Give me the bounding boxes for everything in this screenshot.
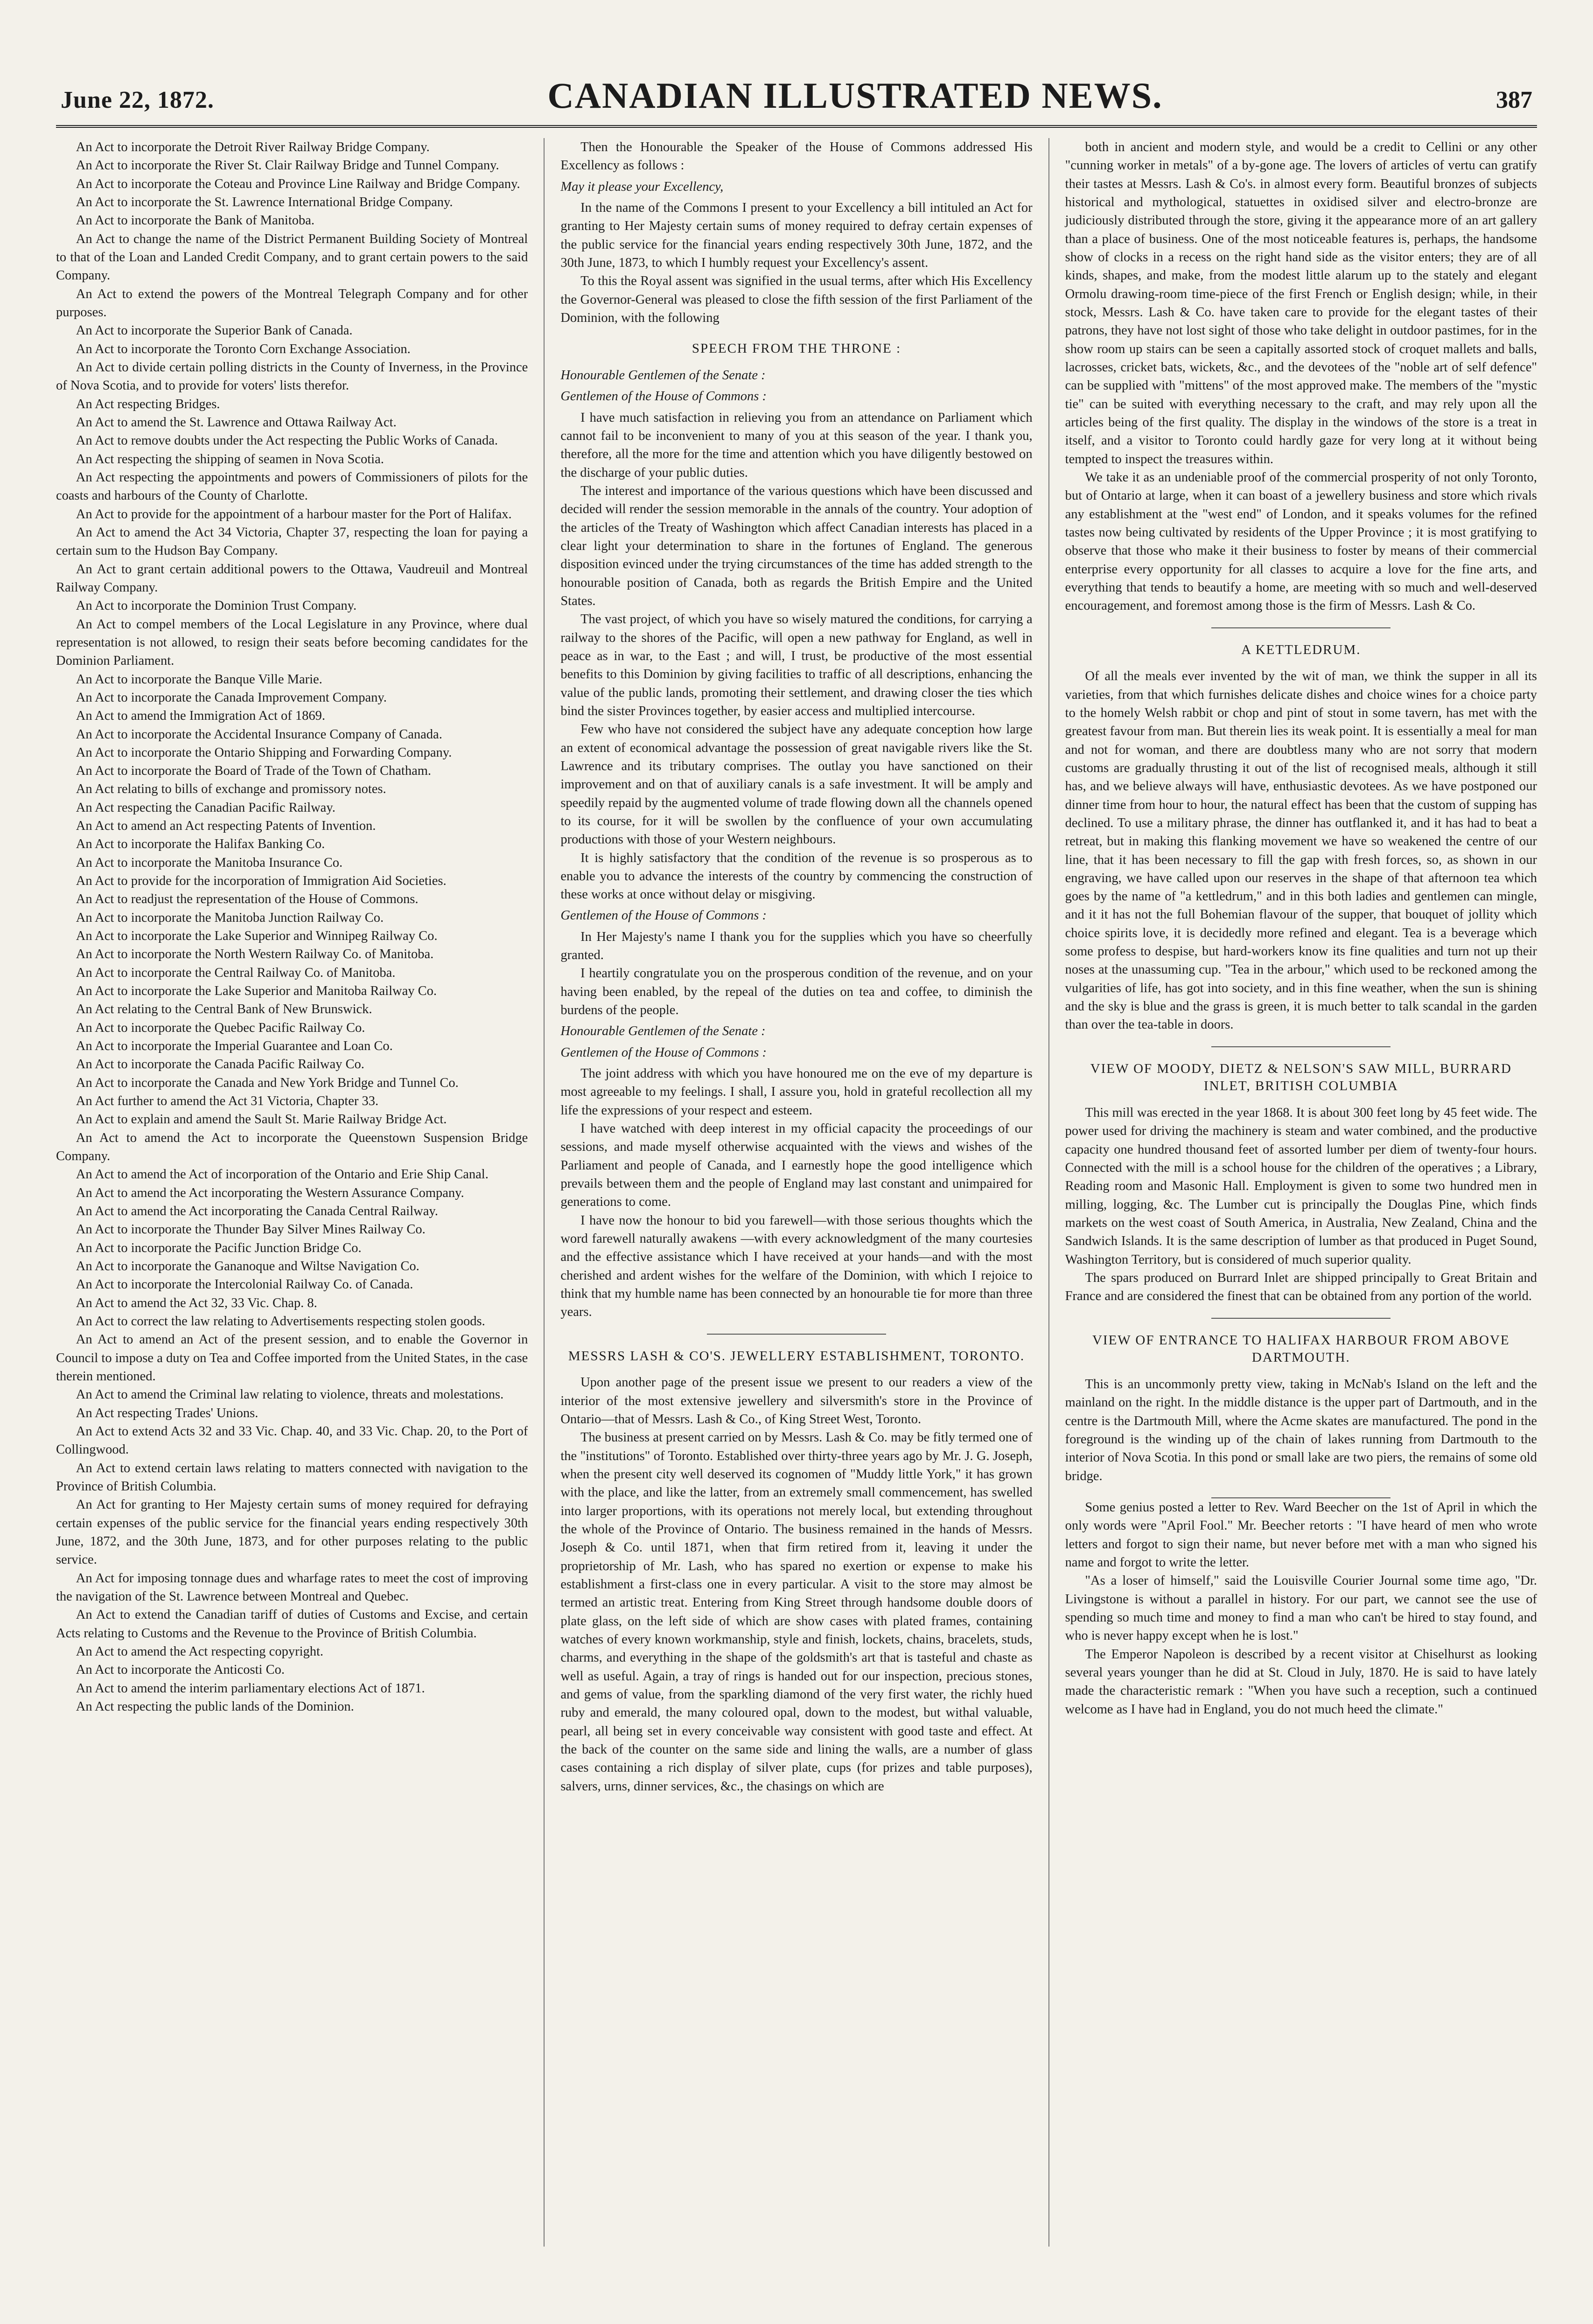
- act-item: An Act to incorporate the Board of Trade of the Town of Chatham.: [76, 764, 432, 779]
- act-item: An Act to amend the Act respecting copyright.: [76, 1644, 324, 1659]
- act-item: An Act to incorporate the Canada Pacific Railway Co.: [76, 1057, 364, 1072]
- act-item: An Act to incorporate the Ontario Shipping and Forwarding Company.: [76, 745, 452, 760]
- act-item: An Act to amend the Immigration Act of 1869.: [76, 709, 326, 724]
- act-item: An Act to incorporate the Anticosti Co.: [76, 1663, 285, 1677]
- newspaper-title: CANADIAN ILLUSTRATED NEWS.: [547, 75, 1163, 116]
- act-item: An Act to incorporate the Central Railway Co. of Manitoba.: [76, 965, 396, 980]
- kettledrum-heading: A KETTLEDRUM.: [1241, 642, 1361, 657]
- paragraph: Some genius posted a letter to Rev. Ward Beecher on the 1st of April in which the only words were "April Fool." Mr. Beecher retorts : "I have heard of men who wrote letters and forgot to sign their name, but never before met with a man who signed his name and forgot to write the letter.: [1065, 1500, 1537, 1570]
- act-item: An Act to explain and amend the Sault St. Marie Railway Bridge Act.: [76, 1112, 447, 1127]
- act-item: An Act to incorporate the Intercolonial Railway Co. of Canada.: [76, 1277, 413, 1292]
- act-item: An Act to incorporate the Accidental Insurance Company of Canada.: [76, 727, 442, 742]
- paragraph: Few who have not considered the subject have any adequate conception how large an extent of economical advantage the possession of great navigable rivers like the St. Lawrence and its tributary comprises. The outlay you have sanctioned on their improvement and on that of auxiliary canals is a safe investment. It will be amply and speedily repaid by the augmented volume of trade flowing down all the channels opened to its course, for it will be swollen by the confluence of your own accumulating productions with those of your Western neighbours.: [560, 722, 1033, 847]
- section-divider: [1211, 627, 1390, 628]
- paragraph: I have much satisfaction in relieving you from an attendance on Parliament which cannot fail to be inconvenient to many of you at this season of the year. I thank you, therefore, all the more for the time and attention which you have diligently bestowed on the discharge of your public duties.: [560, 410, 1033, 480]
- act-item: An Act to incorporate the Canada Improvement Company.: [76, 690, 387, 705]
- salute-senate-2: Honourable Gentlemen of the Senate :: [560, 1024, 766, 1039]
- act-item: An Act respecting the public lands of the Dominion.: [76, 1699, 354, 1714]
- column-1: [56, 138, 528, 2247]
- commons-paragraphs: [560, 199, 1032, 327]
- act-item: An Act to incorporate the Superior Bank of Canada.: [76, 323, 353, 338]
- act-item: An Act respecting Trades' Unions.: [76, 1406, 259, 1420]
- paragraph: It is highly satisfactory that the condition of the revenue is so prosperous as to enable you to advance the interests of the country by commencing the construction of these works at once without delay or misgiving.: [560, 850, 1033, 902]
- salute-commons-2: Gentlemen of the House of Commons :: [560, 908, 767, 923]
- paragraph: I have now the honour to bid you farewell—with those serious thoughts which the word farewell naturally awakens —with every acknowledgment of the many courtesies and the effective assistance which I have received at your hands—and with the most cherished and ardent wishes for the welfare of the Dominion, with which I rejoice to think that my humble name has been connected by an honourable tie for more than three years.: [560, 1213, 1033, 1320]
- paragraph: This is an uncommonly pretty view, taking in McNab's Island on the left and the mainland on the right. In the middle distance is the upper part of Dartmouth, and in the centre is the Dartmouth Mill, where the Acme skates are manufactured. The pond in the foreground is the winding up of the chain of lakes running from Dartmouth to the interior of Nova Scotia. In this pond or small lake are two piers, the remains of some old bridge.: [1065, 1377, 1537, 1483]
- act-item: An Act further to amend the Act 31 Victoria, Chapter 33.: [76, 1094, 379, 1109]
- paragraph: This mill was erected in the year 1868. It is about 300 feet long by 45 feet wide. The power used for driving the machinery is steam and water combined, and the productive capacity one hundred thousand feet of assorted lumber per diem of twenty-four hours. Connected with the mill is a school house for the children of the operatives ; a Library, Reading room and Masonic Hall. Employment is given to some two hundred men in milling, logging, &c. The Lumber cut is principally the Douglas Pine, which finds markets on the west coast of South America, in Australia, New Zealand, China and the Sandwich Islands. It is the same description of lumber as that produced in Puget Sound, Washington Territory, but is considered of much superior quality.: [1065, 1106, 1537, 1267]
- act-item: An Act to incorporate the Manitoba Junction Railway Co.: [76, 910, 384, 925]
- saw-mill-heading: VIEW OF MOODY, DIETZ & NELSON'S SAW MILL, BURRARD INLET, BRITISH COLUMBIA: [1090, 1061, 1512, 1094]
- act-item: An Act to incorporate the Thunder Bay Silver Mines Railway Co.: [76, 1222, 426, 1237]
- speech-paragraphs: [560, 409, 1032, 904]
- act-item: An Act to incorporate the St. Lawrence International Bridge Company.: [76, 195, 453, 209]
- act-item: An Act relating to bills of exchange and promissory notes.: [76, 782, 386, 797]
- act-item: An Act to amend the Act 32, 33 Vic. Chap. 8.: [76, 1295, 317, 1310]
- act-item: An Act to incorporate the Detroit River Railway Bridge Company.: [76, 140, 430, 154]
- paragraph: The business at present carried on by Messrs. Lash & Co. may be fitly termed one of the "institutions" of Toronto. Established over thirty-three years ago by Mr. J. G. Joseph, when the present city well deserved its cognomen of "Muddy little York," it has grown with the place, and like the latter, from an extremely small commencement, has swelled into larger proportions, with its operations not merely local, but extending throughout the whole of the Province of Ontario. The business remained in the hands of Messrs. Joseph & Co. until 1871, when that firm retired from it, leaving it under the proprietorship of Mr. Lash, who has spared no exertion or expense to make his establishment a first-class one in every particular. A visit to the store may almost be termed an artistic treat. Entering from King Street through handsome double doors of plate glass, on the left side of which are show cases with plated frames, containing watches of every known workmanship, style and finish, lockets, chains, bracelets, studs, charms, and everything in the shape of the goldsmith's art that is tasteful and chaste as well as useful. Again, a tray of rings is handed out for our inspection, precious stones, and gems of value, from the sparkling diamond of the very first water, the richly hued ruby and emerald, the many coloured opal, down to the modest, but withal valuable, pearl, all being set in every conceivable way consistent with good taste and effect. At the back of the counter on the same side and lining the walls, are a number of glass cases containing a rich display of silver plate, cups (for prizes and table purposes), salvers, urns, dinner services, &c., the chasings on which are: [560, 1430, 1033, 1794]
- paragraph: In the name of the Commons I present to your Excellency a bill intituled an Act for granting to Her Majesty certain sums of money required to defray certain expenses of the public service for the financial years ending respectively 30th June, 1872, and the 30th June, 1873, to which I humbly request your Excellency's assent.: [560, 200, 1033, 270]
- act-item: An Act to incorporate the Gananoque and Wiltse Navigation Co.: [76, 1259, 419, 1274]
- act-item: An Act to extend Acts 32 and 33 Vic. Chap. 40, and 33 Vic. Chap. 20, to the Port of Collingwood.: [56, 1424, 528, 1457]
- paragraph: "As a loser of himself," said the Louisville Courier Journal some time ago, "Dr. Livingstone is without a parallel in history. For our part, we cannot see the use of spending so much time and money to find a man who can't be hired to stay found, and who is never happy except when he is lost.": [1065, 1573, 1537, 1643]
- issue-date: June 22, 1872.: [61, 87, 214, 113]
- salute-senate: Honourable Gentlemen of the Senate :: [560, 368, 766, 383]
- act-item: An Act to incorporate the Canada and New York Bridge and Tunnel Co.: [76, 1075, 459, 1090]
- section-divider: [1211, 1318, 1390, 1319]
- act-item: An Act to amend an Act respecting Patents of Invention.: [76, 819, 376, 834]
- paragraph: both in ancient and modern style, and would be a credit to Cellini or any other "cunning worker in metals" of a by-gone age. The lovers of articles of vertu can gratify their tastes at Messrs. Lash & Co's. in almost every form. Beautiful bronzes of subjects historical and mythological, statuettes in oxidised silver and electro-bronze are judiciously distributed through the store, giving it the appearance more of an art gallery than a place of business. One of the most noticeable features is, perhaps, the handsome show of clocks in a recess on the right hand side as the visitor enters; they are of all kinds, shapes, and make, from the modest little alarum up to the stately and elegant Ormolu drawing-room time-piece of the first French or English design; while, in their stock, Messrs. Lash & Co. have taken care to provide for the elegant tastes of their patrons, they have not lost sight of those who take delight in outdoor pastimes, for in the show room up stairs can be seen a capitally assorted stock of croquet mallets and balls, lacrosses, cricket bats, wickets, &c., and the devotees of the "noble art of self defence" can be supplied with "mittens" of the most approved make. The members of the "mystic tie" can be suited with everything necessary to the craft, and may rely upon all the articles being of the first quality. The display in the windows of the store is a treat in itself, and a visitor to Toronto could hardly gaze for very long at it without being tempted to inspect the treasures within.: [1065, 140, 1537, 466]
- paragraph: The Emperor Napoleon is described by a recent visitor at Chiselhurst as looking several years younger than he did at St. Cloud in July, 1870. He is said to have lately made the characteristic remark : "When you have such a reception, such a continued welcome as I have had in England, you do not much heed the climate.": [1065, 1647, 1537, 1717]
- lash-continued: [1065, 138, 1537, 615]
- lash-heading: MESSRS LASH & CO'S. JEWELLERY ESTABLISHMENT, TORONTO.: [568, 1348, 1025, 1364]
- paragraph: The spars produced on Burrard Inlet are shipped principally to Great Britain and France and are considered the finest that can be obtained from any portion of the world.: [1065, 1271, 1537, 1304]
- act-item: An Act to compel members of the Local Legislature in any Province, where dual representation is not allowed, to resign their seats before becoming candidates for the Dominion Parliament.: [56, 617, 528, 668]
- act-item: An Act respecting the Canadian Pacific Railway.: [76, 800, 335, 815]
- may-it-please: May it please your Excellency,: [560, 179, 724, 194]
- paragraph: We take it as an undeniable proof of the commercial prosperity of not only Toronto, but of Ontario at large, when it can boast of a jewellery business and store which rivals any establishment at the "west end" of London, and it speaks volumes for the refined tastes now being cultivated by residents of the Upper Province ; it is most gratifying to observe that those who make it their business to foster by means of their commercial enterprise every opportunity for all classes to acquire a love for the fine arts, and everything that tends to beautify a home, are meeting with so much and well-deserved encouragement, and foremost among those is the firm of Messrs. Lash & Co.: [1065, 470, 1537, 613]
- halifax-heading: VIEW OF ENTRANCE TO HALIFAX HARBOUR FROM ABOVE DARTMOUTH.: [1092, 1332, 1510, 1365]
- act-item: An Act to incorporate the Dominion Trust Company.: [76, 598, 357, 613]
- act-item: An Act respecting Bridges.: [76, 397, 220, 411]
- act-item: An Act to remove doubts under the Act respecting the Public Works of Canada.: [76, 433, 498, 448]
- act-item: An Act to incorporate the Banque Ville Marie.: [76, 672, 322, 687]
- acts-list: [56, 138, 528, 1716]
- act-item: An Act to amend an Act of the present session, and to enable the Governor in Council to impose a duty on Tea and Coffee imported from the United States, in the case therein mentioned.: [56, 1332, 528, 1384]
- halifax-paragraphs: [1065, 1375, 1537, 1485]
- act-item: An Act to incorporate the Coteau and Province Line Railway and Bridge Company.: [76, 176, 520, 191]
- act-item: An Act to readjust the representation of the House of Commons.: [76, 892, 419, 907]
- column-3: [1048, 138, 1537, 2247]
- lash-paragraphs: [560, 1373, 1032, 1795]
- act-item: An Act to extend the Canadian tariff of duties of Customs and Excise, and certain Acts relating to Customs and the Revenue to the Province of British Columbia.: [56, 1607, 528, 1641]
- act-item: An Act to amend the Act incorporating the Canada Central Railway.: [76, 1204, 438, 1219]
- act-item: An Act to provide for the incorporation of Immigration Aid Societies.: [76, 874, 447, 889]
- paragraph: In Her Majesty's name I thank you for the supplies which you have so cheerfully granted.: [560, 929, 1033, 963]
- act-item: An Act to extend the powers of the Montreal Telegraph Company and for other purposes.: [56, 286, 528, 320]
- page-number: 387: [1495, 87, 1532, 113]
- paragraph: The vast project, of which you have so wisely matured the conditions, for carrying a railway to the shores of the Pacific, will open a new pathway for England, as well in peace as in war, to the East ; and will, I trust, be productive of the most essential benefits to this Dominion by giving facilities to traffic of all descriptions, enhancing the value of the public lands, promoting their settlement, and drawing closer the ties which bind the sister Provinces together, by easier access and multiplied intercourse.: [560, 612, 1033, 718]
- saw-mill-paragraphs: [1065, 1104, 1537, 1306]
- section-divider: [707, 1334, 886, 1335]
- act-item: An Act to amend the interim parliamentary elections Act of 1871.: [76, 1681, 425, 1696]
- act-item: An Act to incorporate the Bank of Manitoba.: [76, 213, 315, 228]
- act-item: An Act to incorporate the Manitoba Insurance Co.: [76, 855, 343, 870]
- act-item: An Act respecting the appointments and powers of Commissioners of pilots for the coasts and harbours of the County of Charlotte.: [56, 470, 528, 503]
- act-item: An Act to change the name of the District Permanent Building Society of Montreal to that of the Loan and Landed Credit Company, and to grant certain powers to the said Company.: [56, 231, 528, 283]
- kettledrum-paragraphs: [1065, 667, 1537, 1034]
- paragraph: Upon another page of the present issue we present to our readers a view of the interior of the most extensive jewellery and silversmith's store in the Province of Ontario—that of Messrs. Lash & Co., of King Street West, Toronto.: [560, 1375, 1033, 1427]
- section-divider: [1211, 1046, 1390, 1047]
- act-item: An Act to amend the Act 34 Victoria, Chapter 37, respecting the loan for paying a certain sum to the Hudson Bay Company.: [56, 525, 528, 558]
- article-columns: [56, 138, 1537, 2247]
- act-item: An Act to incorporate the Pacific Junction Bridge Co.: [76, 1240, 362, 1255]
- paragraph: I heartily congratulate you on the prosperous condition of the revenue, and on your having been enabled, by the repeal of the duties on tea and coffee, to diminish the burdens of the people.: [560, 966, 1033, 1018]
- farewell-paragraphs: [560, 1065, 1032, 1322]
- act-item: An Act to correct the law relating to Advertisements respecting stolen goods.: [76, 1314, 485, 1329]
- supplies-paragraphs: [560, 928, 1032, 1020]
- salute-commons: Gentlemen of the House of Commons :: [560, 389, 767, 404]
- act-item: An Act to incorporate the Halifax Banking Co.: [76, 837, 325, 852]
- miscellany-paragraphs: [1065, 1498, 1537, 1719]
- act-item: An Act to incorporate the Quebec Pacific Railway Co.: [76, 1020, 365, 1035]
- salute-commons-3: Gentlemen of the House of Commons :: [560, 1045, 767, 1060]
- act-item: An Act to amend the Criminal law relating to violence, threats and molestations.: [76, 1387, 504, 1402]
- act-item: An Act to incorporate the Lake Superior and Winnipeg Railway Co.: [76, 929, 438, 944]
- act-item: An Act respecting the shipping of seamen in Nova Scotia.: [76, 452, 384, 466]
- act-item: An Act to incorporate the North Western Railway Co. of Manitoba.: [76, 947, 434, 962]
- act-item: An Act to amend the St. Lawrence and Ottawa Railway Act.: [76, 415, 397, 430]
- column-2: [544, 138, 1032, 2247]
- act-item: An Act to incorporate the Lake Superior and Manitoba Railway Co.: [76, 984, 437, 999]
- act-item: An Act for granting to Her Majesty certain sums of money required for defraying certain expenses of the public service for the financial years ending respectively 30th June, 1872, and the 30th June, 1873, and for other purposes relating to the public service.: [56, 1497, 528, 1567]
- act-item: An Act to extend certain laws relating to matters connected with navigation to the Province of British Columbia.: [56, 1461, 528, 1494]
- speech-heading: SPEECH FROM THE THRONE :: [692, 341, 901, 356]
- paragraph: Of all the meals ever invented by the wit of man, we think the supper in all its varieties, from that which furnishes delicate dishes and choice wines for a choice party to the homely Welsh rabbit or chop and pint of stout in some tavern, has met with the greatest favour from man. But therein lies its weak point. It is essentially a meal for man and not for woman, and there are doubtless many who are not sorry that modern customs are gradually thrusting it out of the list of recognised meals, although it still has, and we believe always will have, enthusiastic devotees. As we have postponed our dinner time from hour to hour, the natural effect has been that the custom of supping has declined. To use a military phrase, the dinner has outflanked it, and it has had to beat a retreat, but in making this flanking movement we have so weakened the centre of our line, that it has been necessary to fill the gap with fresh forces, so, as shown in our engraving, we have called upon our reserves in the shape of that afternoon tea which goes by the name of "a kettledrum," and in this both ladies and gentlemen can mingle, and it it has not the full Bohemian flavour of the supper, that bouquet of jollity which choice spirits love, it is decidedly more refined and elegant. Tea is a beverage which some profess to despise, but hard-workers know its fine qualities and turn not up their noses at the unassuming cup. "Tea in the arbour," which used to be reckoned among the vulgarities of life, has got into society, and in this fine weather, when the sun is shining and the sky is blue and the grass is green, it is much better to talk scandal in the garden than over the tea-table in doors.: [1065, 669, 1537, 1032]
- act-item: An Act relating to the Central Bank of New Brunswick.: [76, 1002, 372, 1017]
- act-item: An Act to grant certain additional powers to the Ottawa, Vaudreuil and Montreal Railway Company.: [56, 562, 528, 595]
- act-item: An Act to amend the Act incorporating the Western Assurance Company.: [76, 1185, 464, 1200]
- paragraph: The interest and importance of the various questions which have been discussed and decided will render the session memorable in the annals of the country. Your adoption of the articles of the Treaty of Washington which affect Canadian interests has placed in a clear light your determination to share in the fortunes of England. The generous disposition evinced under the trying circumstances of the time has added strength to the honourable position of Canada, both as regards the British Empire and the United States.: [560, 483, 1033, 608]
- masthead: [56, 75, 1537, 128]
- act-item: An Act for imposing tonnage dues and wharfage rates to meet the cost of improving the navigation of the St. Lawrence between Montreal and Quebec.: [56, 1571, 528, 1604]
- paragraph: The joint address with which you have honoured me on the eve of my departure is most agreeable to my feelings. I shall, I assure you, hold in grateful recollection all my life the expressions of your respect and esteem.: [560, 1066, 1033, 1118]
- act-item: An Act to incorporate the Imperial Guarantee and Loan Co.: [76, 1039, 393, 1054]
- act-item: An Act to amend the Act to incorporate the Queenstown Suspension Bridge Company.: [56, 1130, 528, 1164]
- act-item: An Act to provide for the appointment of a harbour master for the Port of Halifax.: [76, 507, 512, 522]
- paragraph: I have watched with deep interest in my official capacity the proceedings of our sessions, and made myself otherwise acquainted with the views and wishes of the Parliament and people of Canada, and I earnestly hope the good intelligence which prevails between them and the people of England may last constant and unimpaired for generations to come.: [560, 1121, 1033, 1210]
- speaker-intro: Then the Honourable the Speaker of the House of Commons addressed His Excellency as follows :: [560, 140, 1033, 173]
- act-item: An Act to divide certain polling districts in the County of Inverness, in the Province of Nova Scotia, and to provide for voters' lists therefor.: [56, 360, 528, 393]
- act-item: An Act to amend the Act of incorporation of the Ontario and Erie Ship Canal.: [76, 1167, 489, 1182]
- act-item: An Act to incorporate the Toronto Corn Exchange Association.: [76, 341, 411, 356]
- paragraph: To this the Royal assent was signified in the usual terms, after which His Excellency the Governor-General was pleased to close the fifth session of the first Parliament of the Dominion, with the following: [560, 274, 1033, 325]
- act-item: An Act to incorporate the River St. Clair Railway Bridge and Tunnel Company.: [76, 158, 499, 173]
